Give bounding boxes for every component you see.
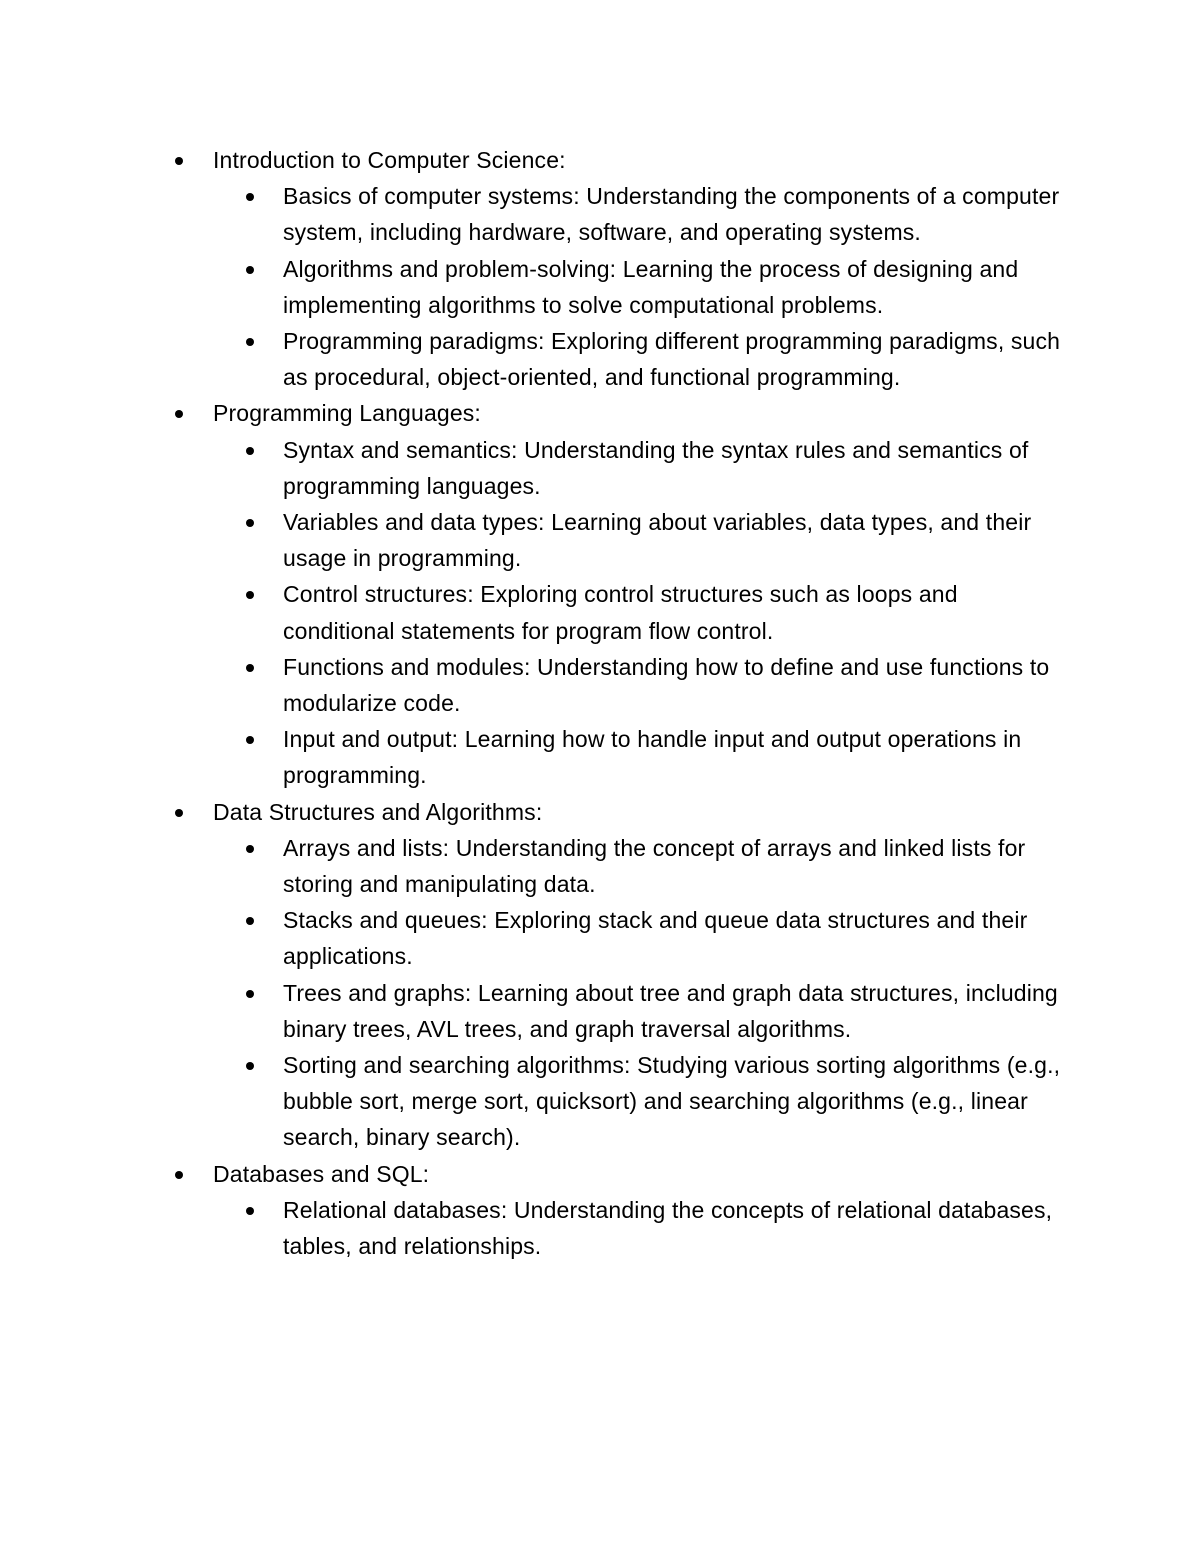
topic-title: Introduction to Computer Science:: [213, 147, 566, 173]
list-item: [283, 323, 1073, 395]
bullet-icon: [175, 809, 183, 817]
list-item-text: Basics of computer systems: Understanding the components of a computer system, including hardware, software, and operating systems.: [283, 183, 1060, 246]
topic-introduction-to-computer-science: [213, 142, 1073, 395]
list-item: [283, 975, 1073, 1047]
list-item-text: Programming paradigms: Exploring different programming paradigms, such as procedural, object-oriented, and functional programming.: [283, 328, 1061, 391]
subtopic-list: [213, 1192, 1073, 1264]
list-item: [283, 1192, 1073, 1264]
list-item-text: Sorting and searching algorithms: Studying various sorting algorithms (e.g., bubble sort, merge sort, quicksort) and searching algorithms (e.g., linear search, binary search).: [283, 1052, 1061, 1151]
bullet-icon: [246, 917, 254, 925]
list-item-text: Trees and graphs: Learning about tree and graph data structures, including binary trees, AVL trees, and graph traversal algorithms.: [283, 979, 1058, 1042]
list-item-text: Algorithms and problem-solving: Learning the process of designing and implementing algorithms to solve computational problems.: [283, 255, 1019, 318]
list-item: [283, 830, 1073, 902]
list-item: [283, 902, 1073, 974]
list-item-text: Relational databases: Understanding the concepts of relational databases, tables, and relationships.: [283, 1196, 1053, 1260]
list-item: [283, 721, 1073, 793]
subtopic-list: [213, 178, 1073, 395]
bullet-icon: [246, 193, 254, 201]
bullet-icon: [246, 664, 254, 672]
list-item: [283, 504, 1073, 576]
topic-databases-and-sql: [213, 1156, 1073, 1265]
bullet-icon: [246, 338, 254, 346]
list-item-text: Control structures: Exploring control structures such as loops and conditional statements for program flow control.: [283, 581, 958, 644]
topic-data-structures-and-algorithms: [213, 794, 1073, 1156]
bullet-icon: [246, 845, 254, 853]
bullet-icon: [246, 266, 254, 274]
topic-programming-languages: [213, 395, 1073, 793]
bullet-icon: [246, 1207, 254, 1215]
list-item: [283, 432, 1073, 504]
list-item-text: Syntax and semantics: Understanding the syntax rules and semantics of programming languages.: [283, 436, 1029, 499]
list-item: [283, 1047, 1073, 1156]
bullet-icon: [246, 990, 254, 998]
topic-title: Programming Languages:: [213, 400, 481, 427]
bullet-icon: [246, 447, 254, 455]
list-item: [283, 178, 1073, 250]
bullet-icon: [246, 519, 254, 527]
topic-outline: [213, 142, 1073, 1264]
subtopic-list: [213, 432, 1073, 794]
topic-title: Data Structures and Algorithms:: [213, 798, 543, 825]
list-item-text: Stacks and queues: Exploring stack and queue data structures and their applications.: [283, 907, 1028, 970]
list-item: [283, 649, 1073, 721]
bullet-icon: [175, 1171, 183, 1179]
bullet-icon: [246, 1062, 254, 1070]
list-item-text: Arrays and lists: Understanding the concept of arrays and linked lists for storing and manipulating data.: [283, 834, 1026, 898]
list-item: [283, 576, 1073, 648]
subtopic-list: [213, 830, 1073, 1156]
bullet-icon: [246, 591, 254, 599]
bullet-icon: [175, 157, 183, 165]
bullet-icon: [246, 736, 254, 744]
list-item-text: Variables and data types: Learning about variables, data types, and their usage in programming.: [283, 509, 1032, 572]
list-item: [283, 251, 1073, 323]
list-item-text: Input and output: Learning how to handle input and output operations in programming.: [283, 726, 1022, 789]
topic-title: Databases and SQL:: [213, 1160, 430, 1187]
list-item-text: Functions and modules: Understanding how to define and use functions to modularize code.: [283, 653, 1050, 717]
bullet-icon: [175, 410, 183, 418]
